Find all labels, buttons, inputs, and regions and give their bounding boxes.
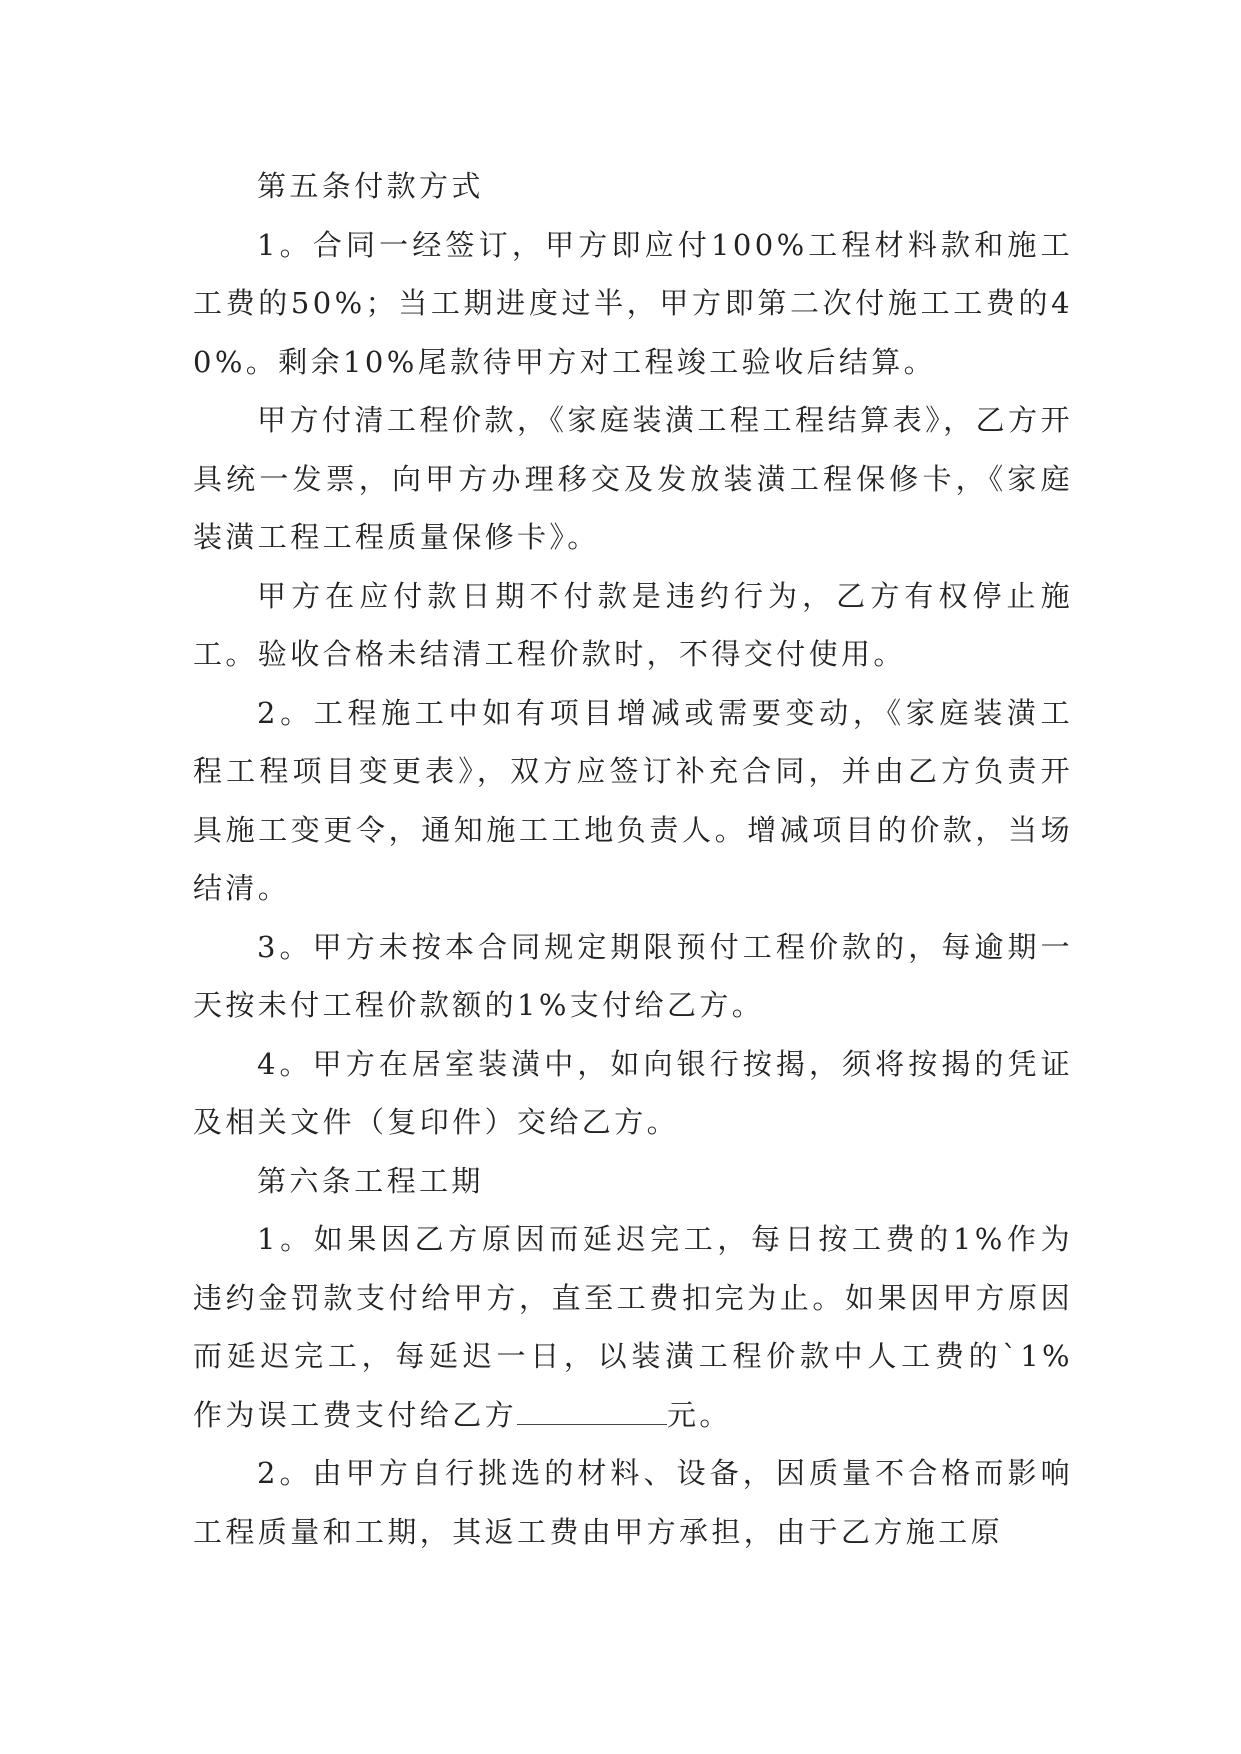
- section-heading-payment: 第五条付款方式: [257, 169, 484, 203]
- delay-penalty-text: 1。如果因乙方原因而延迟完工，每日按工费的1%作为违约金罚款支付给甲方，直至工费扣完为止。如果因甲方原因而延迟完工，每延迟一日，以装潢工程价款中人工费的`1%作为误工费支付给乙方: [193, 1222, 1073, 1432]
- amount-blank-field: [517, 1394, 667, 1425]
- paragraph-delay-penalty: [193, 1210, 1073, 1444]
- paragraph-mortgage: 4。甲方在居室装潢中，如向银行按揭，须将按揭的凭证及相关文件（复印件）交给乙方。: [193, 1046, 1073, 1139]
- paragraph-project-changes: 2。工程施工中如有项目增减或需要变动，《家庭装潢工程工程项目变更表》，双方应签订补充合同，并由乙方负责开具施工变更令，通知施工工地负责人。增减项目的价款，当场结清。: [193, 695, 1073, 905]
- section-heading-schedule: 第六条工程工期: [257, 1163, 484, 1198]
- paragraph-payment-schedule: 1。合同一经签订，甲方即应付100%工程材料款和施工工费的50%；当工期进度过半，甲方即第二次付施工工费的40%。剩余10%尾款待甲方对工程竣工验收后结算。: [193, 227, 1073, 379]
- delay-penalty-suffix: 元。: [667, 1397, 732, 1432]
- paragraph-late-payment: 甲方在应付款日期不付款是违约行为，乙方有权停止施工。验收合格未结清工程价款时，不得交付使用。: [193, 578, 1073, 671]
- paragraph-overdue-penalty: 3。甲方未按本合同规定期限预付工程价款的，每逾期一天按未付工程价款额的1%支付给乙方。: [193, 929, 1073, 1022]
- paragraph-materials-quality: 2。由甲方自行挑选的材料、设备，因质量不合格而影响工程质量和工期，其返工费由甲方承担，由于乙方施工原: [193, 1456, 1073, 1549]
- document-body: [193, 157, 1073, 1561]
- paragraph-settlement: 甲方付清工程价款，《家庭装潢工程工程结算表》，乙方开具统一发票，向甲方办理移交及发放装潢工程保修卡，《家庭装潢工程工程质量保修卡》。: [193, 403, 1073, 554]
